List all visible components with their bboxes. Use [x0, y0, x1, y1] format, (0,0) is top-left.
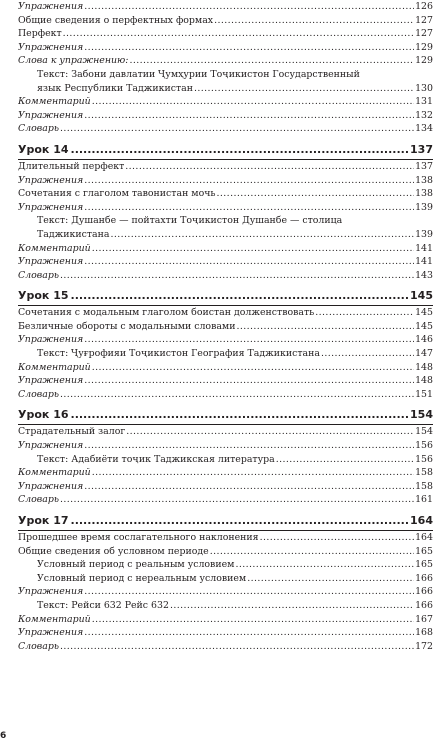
toc-entry-label: Слова к упражнению:	[18, 55, 129, 67]
toc-leader-dots	[129, 54, 414, 68]
toc-entry-label: Упражнения	[18, 1, 84, 12]
toc-entry[interactable]	[18, 388, 433, 402]
toc-page-number: 139	[415, 228, 433, 240]
toc-lesson-heading[interactable]	[18, 289, 433, 303]
toc-entry[interactable]	[18, 374, 433, 388]
toc-entry-label: Условный период с нереальным условием	[37, 572, 247, 584]
toc-leader-dots	[63, 27, 414, 41]
toc-entry[interactable]	[18, 572, 433, 586]
toc-page-number: 145	[415, 320, 433, 332]
toc-entry[interactable]	[18, 122, 433, 136]
toc-page-number: 129	[415, 41, 433, 53]
toc-entry-label: Словарь	[18, 640, 59, 652]
toc-lesson-heading[interactable]	[18, 514, 433, 528]
toc-leader-dots	[71, 514, 409, 528]
toc-entry-label: Комментарий	[18, 242, 91, 254]
toc-leader-dots	[170, 599, 414, 613]
toc-entry-label: Упражнения	[18, 480, 84, 492]
toc-entry[interactable]	[18, 242, 433, 256]
toc-entry-label: Сочетания с глаголом тавонистан мочь	[18, 188, 216, 200]
toc-page-number: 165	[415, 559, 433, 571]
toc-entry-last-line	[37, 82, 433, 96]
toc-page-number: 148	[415, 361, 433, 373]
toc-entry-label: Упражнения	[18, 174, 84, 186]
toc-leader-dots	[321, 347, 414, 361]
toc-entry-label-line1: Текст: Забони давлатии Ҷумҳурии Тоҷикистон Государственный	[37, 68, 360, 80]
toc-entry-label: Упражнения	[18, 627, 84, 639]
toc-entry[interactable]	[18, 599, 433, 613]
toc-leader-dots	[84, 585, 414, 599]
toc-entry-label: Сочетания с модальным глаголом боистан долженствовать	[18, 307, 315, 319]
toc-entry[interactable]	[18, 0, 433, 14]
toc-leader-dots	[260, 531, 415, 545]
toc-entry[interactable]	[18, 187, 433, 201]
toc-entry-label: Упражнения	[18, 375, 84, 387]
toc-leader-dots	[276, 453, 414, 467]
toc-leader-dots	[110, 228, 414, 242]
toc-entry-label: Общие сведения об условном периоде	[18, 545, 209, 557]
toc-leader-dots	[315, 306, 414, 320]
toc-page-number: 156	[415, 453, 433, 465]
toc-entry-label-line1: Текст: Душанбе — пойтахти Тоҷикистон Душанбе — столица	[37, 215, 343, 227]
toc-page-number: 168	[415, 627, 433, 639]
toc-page-number: 132	[415, 109, 433, 121]
toc-leader-dots	[92, 613, 414, 627]
toc-entry-label: Текст: Ҷуғрофияи Тоҷикистон География Таджикистана	[37, 348, 320, 360]
toc-entry[interactable]	[18, 558, 433, 572]
toc-entry-label: Прошедшее время сослагательного наклонения	[18, 532, 259, 543]
toc-lesson-label: Урок 14	[18, 142, 69, 156]
toc-leader-dots	[210, 545, 414, 559]
toc-page-number: 166	[415, 586, 433, 598]
toc-entry-label: Перфект	[18, 28, 62, 40]
toc-entry[interactable]	[18, 531, 433, 545]
toc-leader-dots	[60, 640, 414, 654]
toc-entry[interactable]	[18, 41, 433, 55]
toc-leader-dots	[84, 174, 414, 188]
toc-page-number: 141	[415, 242, 433, 254]
toc-page-number: 131	[415, 96, 433, 108]
toc-entry-last-line	[37, 228, 433, 242]
toc-entry[interactable]	[18, 54, 433, 68]
toc-leader-dots	[60, 493, 414, 507]
toc-leader-dots	[60, 388, 414, 402]
toc-page-number: 137	[415, 160, 433, 172]
toc-leader-dots	[84, 480, 414, 494]
toc-entry[interactable]	[18, 27, 433, 41]
toc-leader-dots	[92, 95, 414, 109]
toc-page-number: 164	[410, 514, 433, 527]
toc-page-number: 154	[415, 426, 433, 438]
toc-entry[interactable]	[18, 201, 433, 215]
toc-leader-dots	[92, 466, 414, 480]
toc-page-number: 147	[415, 348, 433, 360]
toc-leader-dots	[84, 374, 414, 388]
toc-page-number: 139	[415, 201, 433, 213]
toc-entry[interactable]	[18, 306, 433, 320]
page-number: 6	[0, 731, 7, 741]
toc-leader-dots	[60, 269, 414, 283]
toc-leader-dots	[71, 289, 409, 303]
toc-entry-label: Общие сведения о перфектных формах	[18, 14, 214, 26]
toc-page-number: 166	[415, 572, 433, 584]
toc-page-number: 134	[415, 123, 433, 135]
toc-entry[interactable]	[18, 613, 433, 627]
toc-leader-dots	[84, 439, 414, 453]
toc-page-number: 158	[415, 467, 433, 479]
toc-page-number: 154	[410, 408, 433, 422]
toc-leader-dots	[92, 361, 414, 375]
toc-page-number: 126	[415, 1, 433, 12]
toc-page-number: 129	[415, 55, 433, 67]
toc-entry[interactable]	[18, 174, 433, 188]
toc-lesson-heading[interactable]	[18, 408, 433, 422]
toc-page-number: 161	[415, 494, 433, 506]
toc-leader-dots	[214, 14, 414, 28]
toc-page-number: 137	[410, 142, 433, 156]
toc-page-number: 166	[415, 599, 433, 611]
toc-page-number: 127	[415, 28, 433, 40]
toc-leader-dots	[84, 626, 414, 640]
toc-entry[interactable]	[18, 480, 433, 494]
toc-leader-dots	[71, 408, 409, 422]
toc-entry[interactable]	[18, 585, 433, 599]
toc-entry-label: Текст: Адабиёти тоҷик Таджикская литература	[37, 453, 275, 465]
toc-entry[interactable]	[18, 333, 433, 347]
toc-entry[interactable]	[18, 269, 433, 283]
toc-entry-label-line2: язык Республики Таджикистан	[37, 82, 194, 94]
toc-entry-label: Словарь	[18, 269, 59, 281]
toc-text-entry[interactable]	[18, 214, 433, 241]
toc-entry-label: Условный период с реальным условием	[37, 559, 235, 571]
toc-leader-dots	[84, 0, 414, 14]
toc-leader-dots	[217, 187, 415, 201]
toc-lesson-label: Урок 15	[18, 289, 69, 303]
toc-page-number: 148	[415, 375, 433, 387]
toc-entry[interactable]	[18, 160, 433, 174]
toc-leader-dots	[84, 255, 414, 269]
toc-page-number: 165	[415, 545, 433, 557]
toc-lesson-label: Урок 17	[18, 514, 69, 527]
toc-entry[interactable]	[18, 255, 433, 269]
toc-entry-label: Упражнения	[18, 109, 84, 121]
toc-entry-label: Упражнения	[18, 586, 84, 598]
toc-leader-dots	[125, 160, 414, 174]
toc-entry[interactable]	[18, 14, 433, 28]
toc-leader-dots	[84, 41, 414, 55]
toc-entry[interactable]	[18, 361, 433, 375]
toc-entry-label: Упражнения	[18, 440, 84, 452]
toc-entry[interactable]	[18, 109, 433, 123]
toc-entry-label: Упражнения	[18, 256, 84, 268]
toc-entry[interactable]	[18, 493, 433, 507]
toc-page-number: 127	[415, 14, 433, 26]
toc-leader-dots	[92, 242, 414, 256]
toc-page-number: 145	[415, 307, 433, 319]
toc-leader-dots	[235, 558, 414, 572]
toc-page-number: 146	[415, 334, 433, 346]
toc-entry-label: Страдательный залог	[18, 426, 126, 438]
toc-entry[interactable]	[18, 347, 433, 361]
toc-leader-dots	[247, 572, 414, 586]
toc-entry-label: Комментарий	[18, 467, 91, 479]
toc-entry[interactable]	[18, 545, 433, 559]
toc-page-number: 158	[415, 480, 433, 492]
toc-entry[interactable]	[18, 439, 433, 453]
toc-entry[interactable]	[18, 626, 433, 640]
toc-entry[interactable]	[18, 95, 433, 109]
toc-entry-label: Комментарий	[18, 96, 91, 108]
toc-entry-label: Словарь	[18, 123, 59, 135]
toc-leader-dots	[126, 425, 414, 439]
toc-page-number: 145	[410, 289, 433, 303]
toc-page-number: 172	[415, 640, 433, 652]
toc-page-number: 156	[415, 440, 433, 452]
toc-entry-label: Комментарий	[18, 361, 91, 373]
toc-text-entry[interactable]	[18, 68, 433, 95]
toc-entry-label: Упражнения	[18, 41, 84, 53]
toc-entry-label: Словарь	[18, 494, 59, 506]
toc-page-number: 143	[415, 269, 433, 281]
toc-entry[interactable]	[18, 320, 433, 334]
toc-page-number: 138	[415, 174, 433, 186]
toc-entry[interactable]	[18, 453, 433, 467]
toc-leader-dots	[236, 320, 414, 334]
toc-page-number: 151	[415, 388, 433, 400]
toc-leader-dots	[71, 143, 409, 157]
toc-entry-label: Длительный перфект	[18, 160, 125, 172]
toc-leader-dots	[84, 109, 414, 123]
toc-entry-label: Упражнения	[18, 334, 84, 346]
toc-entry[interactable]	[18, 640, 433, 654]
toc-lesson-heading[interactable]	[18, 143, 433, 157]
toc-entry[interactable]	[18, 425, 433, 439]
toc-entry-label: Упражнения	[18, 201, 84, 213]
toc-entry-label: Словарь	[18, 388, 59, 400]
toc-page-number: 141	[415, 256, 433, 268]
toc-page-number: 164	[415, 532, 433, 543]
table-of-contents	[18, 0, 433, 653]
toc-entry-label: Текст: Рейси 632 Рейс 632	[37, 599, 169, 611]
toc-leader-dots	[194, 82, 414, 96]
toc-leader-dots	[84, 333, 414, 347]
toc-entry[interactable]	[18, 466, 433, 480]
toc-entry-label: Комментарий	[18, 613, 91, 625]
toc-leader-dots	[60, 122, 414, 136]
toc-page-number: 138	[415, 188, 433, 200]
toc-lesson-label: Урок 16	[18, 408, 69, 422]
toc-entry-label-line2: Таджикистана	[37, 228, 110, 240]
toc-page-number: 130	[415, 82, 433, 94]
toc-entry-label: Безличные обороты с модальными словами	[18, 320, 236, 332]
toc-leader-dots	[84, 201, 414, 215]
toc-page-number: 167	[415, 613, 433, 625]
